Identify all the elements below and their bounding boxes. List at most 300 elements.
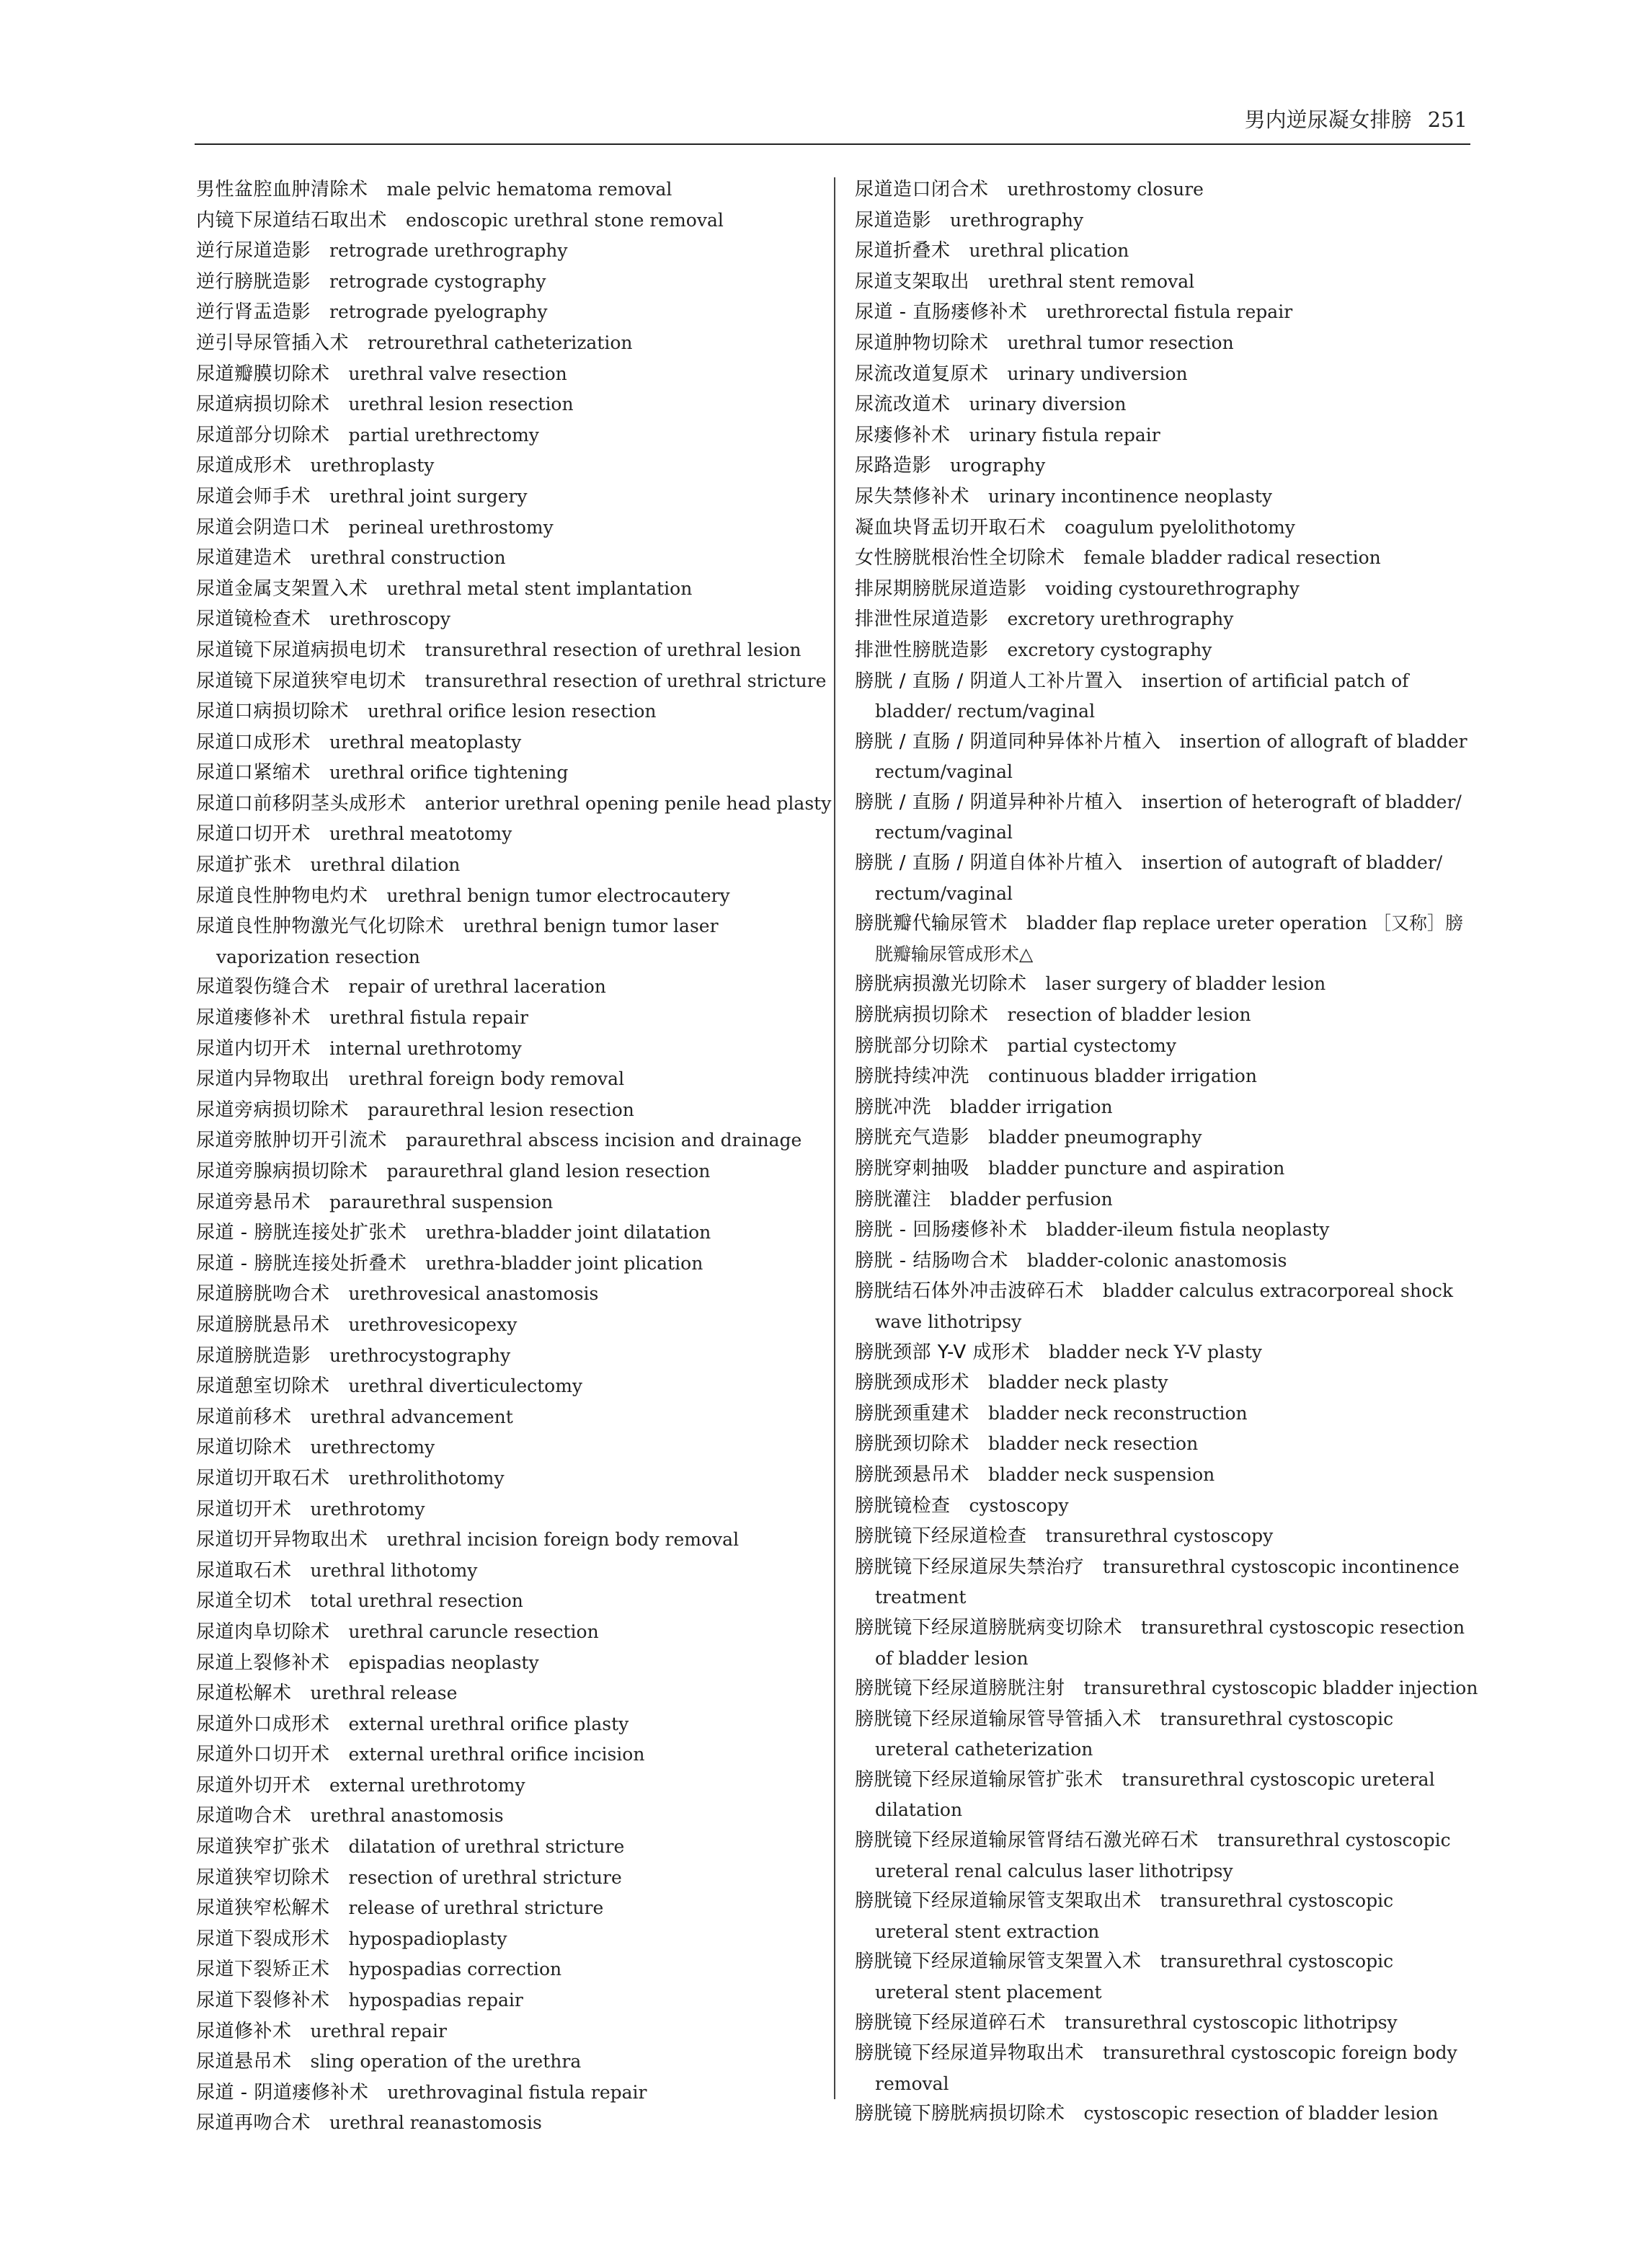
glossary-entry bbox=[855, 1399, 1470, 1430]
glossary-entry bbox=[855, 1337, 1470, 1368]
entry-english-term: urethral meatoplasty bbox=[329, 731, 522, 753]
entry-english-term: bladder flap replace ureter operation ［又称］膀胱瓣输尿管成形术△ bbox=[875, 913, 1463, 965]
entry-english-term: bladder neck Y-V plasty bbox=[1048, 1341, 1262, 1362]
glossary-entry bbox=[196, 1801, 816, 1832]
entry-english-term: dilatation of urethral stricture bbox=[348, 1836, 625, 1858]
entry-chinese-term: 尿道 - 直肠瘘修补术 bbox=[855, 301, 1028, 324]
glossary-entry bbox=[196, 696, 816, 727]
entry-english-term: perineal urethrostomy bbox=[348, 516, 554, 538]
glossary-entry bbox=[855, 1092, 1470, 1123]
entry-english-term: urinary diversion bbox=[969, 394, 1127, 415]
entry-chinese-term: 尿瘘修补术 bbox=[855, 424, 951, 446]
glossary-entry bbox=[196, 1432, 816, 1463]
entry-chinese-term: 尿道会阴造口术 bbox=[196, 516, 330, 538]
entry-english-term: urethra-bladder joint dilatation bbox=[425, 1222, 711, 1244]
entry-chinese-term: 膀胱颈成形术 bbox=[855, 1372, 970, 1394]
entry-chinese-term: 尿道旁腺病损切除术 bbox=[196, 1161, 368, 1182]
entry-chinese-term: 尿道取石术 bbox=[196, 1559, 292, 1582]
entry-english-term: retrograde pyelography bbox=[329, 301, 548, 323]
running-header bbox=[195, 105, 1470, 144]
entry-english-term: female bladder radical resection bbox=[1083, 547, 1381, 569]
glossary-entry bbox=[196, 1924, 816, 1955]
entry-chinese-term: 尿道镜下尿道病损电切术 bbox=[196, 639, 407, 661]
entry-chinese-term: 尿道膀胱悬吊术 bbox=[196, 1313, 330, 1336]
entry-chinese-term: 膀胱镜下经尿道输尿管支架置入术 bbox=[855, 1951, 1142, 1973]
entry-english-term: transurethral cystoscopic lithotripsy bbox=[1065, 2011, 1398, 2033]
entry-english-term: transurethral cystoscopic foreign body removal bbox=[875, 2042, 1457, 2094]
entry-english-term: urethrography bbox=[950, 209, 1084, 231]
entry-chinese-term: 尿流改道术 bbox=[855, 394, 951, 416]
column-divider bbox=[834, 177, 835, 2099]
glossary-entry bbox=[196, 1310, 816, 1341]
glossary-entry bbox=[196, 1617, 816, 1648]
glossary-entry bbox=[855, 297, 1470, 328]
glossary-entry bbox=[196, 420, 816, 451]
glossary-entry bbox=[196, 1586, 816, 1617]
glossary-entry bbox=[196, 789, 832, 820]
entry-english-term: urinary undiversion bbox=[1007, 363, 1188, 384]
entry-chinese-term: 膀胱镜下经尿道碎石术 bbox=[855, 2011, 1047, 2034]
entry-chinese-term: 尿道口切开术 bbox=[196, 823, 311, 846]
entry-english-term: laser surgery of bladder lesion bbox=[1045, 973, 1326, 995]
entry-chinese-term: 尿道悬吊术 bbox=[196, 2051, 292, 2073]
glossary-entry bbox=[196, 1985, 816, 2016]
entry-english-term: male pelvic hematoma removal bbox=[386, 179, 672, 200]
entry-chinese-term: 尿道外口成形术 bbox=[196, 1713, 330, 1735]
glossary-entry bbox=[196, 236, 816, 267]
entry-english-term: external urethral orifice plasty bbox=[348, 1713, 629, 1734]
entry-english-term: paraurethral lesion resection bbox=[368, 1099, 634, 1120]
entry-english-term: cystoscopic resection of bladder lesion bbox=[1083, 2103, 1439, 2124]
entry-english-term: sling operation of the urethra bbox=[310, 2051, 582, 2073]
entry-english-term: transurethral resection of urethral stricture bbox=[425, 670, 827, 691]
glossary-entry bbox=[855, 1460, 1470, 1491]
entry-chinese-term: 膀胱镜下经尿道尿失禁治疗 bbox=[855, 1556, 1085, 1578]
entry-chinese-term: 膀胱镜下膀胱病损切除术 bbox=[855, 2103, 1065, 2125]
entry-chinese-term: 膀胱镜下经尿道输尿管支架取出术 bbox=[855, 1890, 1142, 1912]
glossary-entry bbox=[855, 574, 1470, 605]
entry-chinese-term: 尿道前移术 bbox=[196, 1406, 292, 1428]
entry-chinese-term: 膀胱结石体外冲击波碎石术 bbox=[855, 1280, 1085, 1303]
entry-english-term: cystoscopy bbox=[969, 1494, 1069, 1516]
right-column bbox=[855, 174, 1478, 2129]
glossary-entry bbox=[855, 236, 1470, 267]
glossary-entry bbox=[855, 1886, 1470, 1946]
glossary-entry bbox=[855, 1153, 1470, 1184]
entry-chinese-term: 尿道切开取石术 bbox=[196, 1467, 330, 1489]
entry-chinese-term: 膀胱镜下经尿道检查 bbox=[855, 1525, 1027, 1548]
entry-english-term: bladder-colonic anastomosis bbox=[1026, 1249, 1287, 1271]
entry-english-term: release of urethral stricture bbox=[348, 1897, 604, 1919]
entry-english-term: voiding cystourethrography bbox=[1045, 577, 1300, 599]
entry-chinese-term: 膀胱部分切除术 bbox=[855, 1034, 989, 1057]
entry-chinese-term: 尿道狭窄切除术 bbox=[196, 1866, 330, 1889]
glossary-entry bbox=[855, 1673, 1478, 1704]
glossary-entry bbox=[855, 1000, 1470, 1031]
entry-chinese-term: 膀胱颈重建术 bbox=[855, 1402, 970, 1424]
entry-english-term: urethrovesical anastomosis bbox=[348, 1283, 599, 1305]
entry-english-term: bladder irrigation bbox=[950, 1096, 1113, 1117]
entry-english-term: urethral repair bbox=[310, 2020, 447, 2042]
glossary-entry bbox=[855, 848, 1470, 908]
glossary-entry bbox=[196, 1739, 816, 1770]
entry-chinese-term: 尿道良性肿物激光气化切除术 bbox=[196, 916, 445, 938]
entry-english-term: urethral meatotomy bbox=[329, 823, 512, 845]
glossary-entry bbox=[196, 819, 816, 850]
entry-english-term: transurethral cystoscopic resection of bladder lesion bbox=[875, 1616, 1465, 1669]
entry-chinese-term: 尿道憩室切除术 bbox=[196, 1375, 330, 1398]
entry-english-term: bladder puncture and aspiration bbox=[988, 1158, 1285, 1179]
glossary-entry bbox=[855, 1946, 1470, 2007]
glossary-entry bbox=[855, 328, 1470, 359]
entry-english-term: hypospadioplasty bbox=[348, 1928, 507, 1949]
entry-chinese-term: 膀胱瓣代输尿管术 bbox=[855, 913, 1008, 935]
glossary-entry bbox=[196, 513, 816, 544]
glossary-entry bbox=[855, 389, 1470, 420]
entry-english-term: urinary incontinence neoplasty bbox=[988, 485, 1272, 507]
entry-chinese-term: 男性盆腔血肿清除术 bbox=[196, 179, 368, 200]
glossary-entry bbox=[855, 1122, 1470, 1153]
entry-english-term: hypospadias correction bbox=[348, 1959, 562, 1980]
entry-english-term: transurethral cystoscopic ureteral renal calculus laser lithotripsy bbox=[875, 1830, 1451, 1881]
glossary-entry bbox=[196, 1525, 816, 1556]
left-column bbox=[196, 174, 832, 2139]
entry-english-term: urethrectomy bbox=[310, 1437, 435, 1458]
entry-chinese-term: 尿道狭窄松解术 bbox=[196, 1897, 330, 1920]
entry-english-term: epispadias neoplasty bbox=[348, 1652, 539, 1673]
header-rule bbox=[195, 143, 1470, 145]
entry-english-term: paraurethral abscess incision and drainage bbox=[406, 1130, 802, 1151]
entry-english-term: insertion of allograft of bladder rectum/vaginal bbox=[875, 730, 1467, 783]
glossary-entry bbox=[196, 972, 816, 1003]
glossary-entry bbox=[855, 1215, 1470, 1246]
entry-chinese-term: 尿道切开异物取出术 bbox=[196, 1529, 368, 1551]
entry-chinese-term: 尿道口病损切除术 bbox=[196, 701, 350, 723]
entry-chinese-term: 尿道 - 膀胱连接处扩张术 bbox=[196, 1222, 407, 1244]
entry-chinese-term: 膀胱灌注 bbox=[855, 1188, 932, 1210]
entry-english-term: transurethral cystoscopic ureteral dilatation bbox=[875, 1768, 1435, 1821]
entry-chinese-term: 逆行膀胱造影 bbox=[196, 270, 311, 293]
entry-english-term: urethral metal stent implantation bbox=[386, 577, 693, 599]
glossary-entry bbox=[855, 1521, 1470, 1552]
entry-chinese-term: 尿道再吻合术 bbox=[196, 2112, 311, 2135]
glossary-entry bbox=[196, 1893, 816, 1924]
entry-chinese-term: 膀胱病损切除术 bbox=[855, 1004, 989, 1027]
entry-english-term: transurethral resection of urethral lesion bbox=[425, 639, 801, 660]
glossary-entry bbox=[855, 635, 1470, 666]
glossary-entry bbox=[196, 850, 816, 881]
glossary-entry bbox=[196, 1249, 816, 1280]
entry-chinese-term: 尿道镜下尿道狭窄电切术 bbox=[196, 670, 407, 692]
entry-english-term: urethroplasty bbox=[310, 455, 435, 477]
entry-chinese-term: 女性膀胱根治性全切除术 bbox=[855, 547, 1065, 569]
glossary-entry bbox=[855, 969, 1470, 1000]
entry-english-term: transurethral cystoscopic bladder injection bbox=[1083, 1677, 1478, 1699]
entry-english-term: urethral lesion resection bbox=[348, 394, 574, 415]
entry-english-term: transurethral cystoscopy bbox=[1045, 1525, 1274, 1547]
glossary-entry bbox=[196, 1341, 816, 1372]
entry-chinese-term: 尿道外切开术 bbox=[196, 1774, 311, 1796]
entry-chinese-term: 尿道部分切除术 bbox=[196, 424, 330, 446]
glossary-entry bbox=[196, 1064, 816, 1095]
entry-english-term: retrourethral catheterization bbox=[368, 332, 633, 353]
glossary-entry bbox=[196, 482, 816, 513]
glossary-entry bbox=[196, 205, 816, 236]
glossary-entry bbox=[196, 1095, 816, 1126]
glossary-entry bbox=[855, 1184, 1470, 1215]
entry-chinese-term: 膀胱 / 直肠 / 阴道自体补片植入 bbox=[855, 852, 1123, 874]
entry-chinese-term: 尿道病损切除术 bbox=[196, 394, 330, 416]
glossary-entry bbox=[196, 727, 816, 758]
glossary-entry bbox=[855, 1765, 1470, 1825]
glossary-entry bbox=[196, 1402, 816, 1433]
entry-english-term: transurethral cystoscopic ureteral stent extraction bbox=[875, 1890, 1394, 1942]
entry-english-term: bladder neck plasty bbox=[988, 1372, 1168, 1393]
entry-english-term: urethral orifice lesion resection bbox=[368, 701, 657, 722]
entry-chinese-term: 凝血块肾盂切开取石术 bbox=[855, 516, 1047, 538]
entry-english-term: transurethral cystoscopic ureteral catheterization bbox=[875, 1708, 1394, 1760]
glossary-entry bbox=[855, 1246, 1470, 1277]
entry-chinese-term: 膀胱 / 直肠 / 阴道异种补片植入 bbox=[855, 791, 1123, 813]
entry-english-term: excretory urethrography bbox=[1007, 608, 1234, 630]
glossary-entry bbox=[196, 543, 816, 574]
glossary-entry bbox=[855, 1276, 1470, 1337]
entry-chinese-term: 膀胱 / 直肠 / 阴道人工补片置入 bbox=[855, 670, 1123, 692]
glossary-entry bbox=[196, 2016, 816, 2047]
glossary-entry bbox=[855, 727, 1470, 787]
entry-english-term: urethrovaginal fistula repair bbox=[387, 2081, 647, 2103]
entry-chinese-term: 尿道吻合术 bbox=[196, 1805, 292, 1827]
glossary-entry bbox=[196, 1709, 816, 1740]
entry-chinese-term: 尿道旁病损切除术 bbox=[196, 1099, 350, 1121]
entry-chinese-term: 尿道肿物切除术 bbox=[855, 332, 989, 354]
glossary-entry bbox=[196, 1678, 816, 1709]
entry-english-term: total urethral resection bbox=[310, 1590, 523, 1612]
entry-english-term: urethral valve resection bbox=[348, 363, 567, 384]
glossary-entry bbox=[196, 389, 816, 420]
glossary-entry bbox=[855, 1613, 1470, 1673]
entry-english-term: bladder neck reconstruction bbox=[988, 1402, 1248, 1424]
entry-chinese-term: 尿道扩张术 bbox=[196, 854, 292, 877]
entry-chinese-term: 膀胱镜下经尿道输尿管扩张术 bbox=[855, 1768, 1103, 1791]
glossary-entry bbox=[196, 1863, 816, 1894]
glossary-entry bbox=[196, 758, 816, 789]
entry-english-term: urethroscopy bbox=[329, 608, 451, 630]
glossary-entry bbox=[855, 1552, 1470, 1613]
entry-english-term: transurethral cystoscopic ureteral stent placement bbox=[875, 1951, 1394, 2003]
entry-chinese-term: 膀胱 - 结肠吻合术 bbox=[855, 1249, 1008, 1272]
entry-chinese-term: 尿道 - 阴道瘘修补术 bbox=[196, 2081, 369, 2104]
entry-chinese-term: 膀胱充气造影 bbox=[855, 1127, 970, 1149]
glossary-entry bbox=[196, 1279, 816, 1310]
entry-english-term: bladder neck suspension bbox=[988, 1463, 1215, 1485]
glossary-entry bbox=[855, 513, 1470, 544]
entry-chinese-term: 尿道下裂成形术 bbox=[196, 1928, 330, 1950]
entry-english-term: urethral construction bbox=[310, 547, 506, 569]
entry-english-term: external urethral orifice incision bbox=[348, 1744, 645, 1765]
entry-chinese-term: 膀胱穿刺抽吸 bbox=[855, 1158, 970, 1179]
entry-english-term: urethral dilation bbox=[310, 854, 461, 876]
glossary-entry bbox=[196, 1832, 816, 1863]
glossary-entry bbox=[855, 1368, 1470, 1399]
entry-chinese-term: 排泄性尿道造影 bbox=[855, 608, 989, 631]
entry-chinese-term: 膀胱病损激光切除术 bbox=[855, 973, 1027, 996]
glossary-entry bbox=[196, 574, 816, 605]
entry-chinese-term: 尿道膀胱吻合术 bbox=[196, 1283, 330, 1306]
entry-english-term: urethrocystography bbox=[329, 1344, 511, 1366]
entry-english-term: urethral orifice tightening bbox=[329, 762, 569, 784]
entry-english-term: urethrovesicopexy bbox=[348, 1313, 518, 1335]
glossary-entry bbox=[196, 635, 816, 666]
entry-chinese-term: 尿道裂伤缝合术 bbox=[196, 976, 330, 998]
entry-english-term: urethral advancement bbox=[310, 1406, 513, 1427]
entry-chinese-term: 膀胱颈切除术 bbox=[855, 1433, 970, 1455]
entry-chinese-term: 尿道金属支架置入术 bbox=[196, 577, 368, 600]
header-text bbox=[1245, 105, 1467, 134]
glossary-entry bbox=[196, 1494, 816, 1525]
glossary-entry bbox=[196, 604, 816, 635]
entry-chinese-term: 尿道瓣膜切除术 bbox=[196, 363, 330, 385]
entry-chinese-term: 尿道内切开术 bbox=[196, 1037, 311, 1060]
glossary-entry bbox=[855, 1491, 1470, 1522]
entry-english-term: urethral anastomosis bbox=[310, 1805, 504, 1827]
entry-chinese-term: 膀胱颈悬吊术 bbox=[855, 1463, 970, 1486]
glossary-entry bbox=[855, 420, 1470, 451]
entry-english-term: bladder neck resection bbox=[988, 1433, 1199, 1455]
glossary-entry bbox=[855, 359, 1470, 390]
entry-english-term: urethral lithotomy bbox=[310, 1559, 478, 1581]
glossary-entry bbox=[196, 666, 827, 697]
glossary-entry bbox=[855, 451, 1470, 482]
entry-english-term: retrograde cystography bbox=[329, 270, 546, 292]
entry-chinese-term: 尿流改道复原术 bbox=[855, 363, 989, 385]
entry-english-term: urethral release bbox=[310, 1683, 458, 1704]
glossary-entry bbox=[196, 2078, 816, 2109]
glossary-entry bbox=[196, 1125, 816, 1156]
entry-chinese-term: 尿道狭窄扩张术 bbox=[196, 1836, 330, 1858]
glossary-entry bbox=[196, 1463, 816, 1494]
entry-chinese-term: 尿道 - 膀胱连接处折叠术 bbox=[196, 1252, 407, 1275]
glossary-entry bbox=[196, 297, 816, 328]
glossary-entry bbox=[196, 881, 816, 912]
glossary-entry bbox=[855, 666, 1470, 727]
entry-english-term: insertion of heterograft of bladder/ rectum/vaginal bbox=[875, 791, 1462, 843]
entry-chinese-term: 逆行肾盂造影 bbox=[196, 301, 311, 324]
glossary-entry bbox=[855, 174, 1470, 205]
entry-chinese-term: 尿道下裂矫正术 bbox=[196, 1959, 330, 1981]
entry-chinese-term: 尿道旁脓肿切开引流术 bbox=[196, 1130, 388, 1152]
entry-chinese-term: 尿道造口闭合术 bbox=[855, 179, 989, 200]
entry-english-term: urethral joint surgery bbox=[329, 485, 528, 507]
entry-english-term: urethral plication bbox=[969, 240, 1129, 262]
entry-english-term: internal urethrotomy bbox=[329, 1037, 522, 1059]
entry-english-term: urethral incision foreign body removal bbox=[386, 1529, 740, 1551]
glossary-entry bbox=[196, 1003, 816, 1034]
entry-chinese-term: 膀胱镜检查 bbox=[855, 1494, 951, 1517]
entry-english-term: bladder calculus extracorporeal shock wave lithotripsy bbox=[875, 1280, 1454, 1332]
entry-chinese-term: 尿道造影 bbox=[855, 209, 932, 231]
glossary-entry bbox=[196, 1187, 816, 1218]
header-title: 男内逆尿凝女排膀 bbox=[1244, 107, 1412, 132]
entry-chinese-term: 尿失禁修补术 bbox=[855, 485, 970, 507]
entry-chinese-term: 排尿期膀胱尿道造影 bbox=[855, 577, 1027, 600]
entry-chinese-term: 膀胱 / 直肠 / 阴道同种异体补片植入 bbox=[855, 730, 1161, 753]
glossary-entry bbox=[855, 267, 1470, 298]
entry-chinese-term: 尿道内异物取出 bbox=[196, 1068, 330, 1091]
glossary-entry bbox=[196, 911, 816, 972]
glossary-entry bbox=[855, 1031, 1470, 1062]
entry-english-term: urethrolithotomy bbox=[348, 1467, 505, 1489]
entry-english-term: repair of urethral laceration bbox=[348, 976, 606, 998]
entry-english-term: urethral benign tumor laser vaporization resection bbox=[216, 916, 719, 967]
entry-chinese-term: 尿道口紧缩术 bbox=[196, 762, 311, 784]
glossary-entry bbox=[196, 2108, 816, 2139]
glossary-entry bbox=[855, 205, 1470, 236]
glossary-entry bbox=[196, 1034, 816, 1065]
glossary-entry bbox=[196, 1156, 816, 1187]
entry-chinese-term: 尿道口成形术 bbox=[196, 731, 311, 753]
entry-english-term: hypospadias repair bbox=[348, 1990, 523, 2011]
entry-english-term: transurethral cystoscopic incontinence treatment bbox=[875, 1556, 1460, 1608]
entry-english-term: continuous bladder irrigation bbox=[988, 1065, 1257, 1087]
entry-english-term: retrograde urethrography bbox=[329, 240, 568, 262]
entry-english-term: urethral diverticulectomy bbox=[348, 1375, 583, 1397]
glossary-entry bbox=[196, 174, 816, 205]
entry-english-term: urinary fistula repair bbox=[969, 424, 1160, 446]
entry-english-term: partial urethrectomy bbox=[348, 424, 539, 446]
entry-chinese-term: 膀胱 - 回肠瘘修补术 bbox=[855, 1219, 1028, 1241]
glossary-entry bbox=[196, 1770, 816, 1801]
entry-english-term: urethrorectal fistula repair bbox=[1046, 301, 1293, 323]
entry-chinese-term: 尿道膀胱造影 bbox=[196, 1344, 311, 1367]
entry-english-term: resection of bladder lesion bbox=[1007, 1004, 1251, 1026]
entry-chinese-term: 逆引导尿管插入术 bbox=[196, 332, 350, 354]
entry-chinese-term: 尿道下裂修补术 bbox=[196, 1990, 330, 2012]
entry-chinese-term: 尿道瘘修补术 bbox=[196, 1007, 311, 1029]
glossary-entry bbox=[196, 1954, 816, 1985]
entry-english-term: resection of urethral stricture bbox=[348, 1866, 622, 1888]
glossary-entry bbox=[855, 2098, 1470, 2129]
entry-chinese-term: 尿道成形术 bbox=[196, 455, 292, 477]
entry-chinese-term: 膀胱冲洗 bbox=[855, 1096, 932, 1118]
entry-chinese-term: 尿道肉阜切除术 bbox=[196, 1621, 330, 1643]
entry-chinese-term: 尿道松解术 bbox=[196, 1683, 292, 1705]
glossary-entry bbox=[855, 2008, 1470, 2039]
entry-english-term: urethral stent removal bbox=[988, 270, 1195, 292]
entry-chinese-term: 膀胱镜下经尿道膀胱病变切除术 bbox=[855, 1616, 1123, 1639]
entry-chinese-term: 膀胱镜下经尿道异物取出术 bbox=[855, 2042, 1085, 2065]
entry-chinese-term: 尿道切除术 bbox=[196, 1437, 292, 1459]
entry-english-term: urethrostomy closure bbox=[1007, 179, 1204, 200]
entry-chinese-term: 尿道旁悬吊术 bbox=[196, 1191, 311, 1213]
glossary-entry bbox=[196, 359, 816, 390]
glossary-entry bbox=[196, 2047, 816, 2078]
entry-chinese-term: 尿道修补术 bbox=[196, 2020, 292, 2042]
entry-english-term: insertion of autograft of bladder/ rectum/vaginal bbox=[875, 852, 1443, 904]
entry-chinese-term: 尿道会师手术 bbox=[196, 485, 311, 507]
glossary-entry bbox=[855, 1429, 1470, 1460]
glossary-entry bbox=[196, 267, 816, 298]
glossary-entry bbox=[855, 543, 1470, 574]
glossary-entry bbox=[855, 908, 1470, 969]
entry-chinese-term: 膀胱镜下经尿道输尿管肾结石激光碎石术 bbox=[855, 1830, 1199, 1852]
entry-chinese-term: 尿道切开术 bbox=[196, 1498, 292, 1520]
glossary-entry bbox=[855, 1704, 1470, 1765]
entry-english-term: urethral tumor resection bbox=[1007, 332, 1234, 353]
entry-chinese-term: 尿道支架取出 bbox=[855, 270, 970, 293]
entry-chinese-term: 尿道外口切开术 bbox=[196, 1744, 330, 1766]
glossary-entry bbox=[196, 1371, 816, 1402]
